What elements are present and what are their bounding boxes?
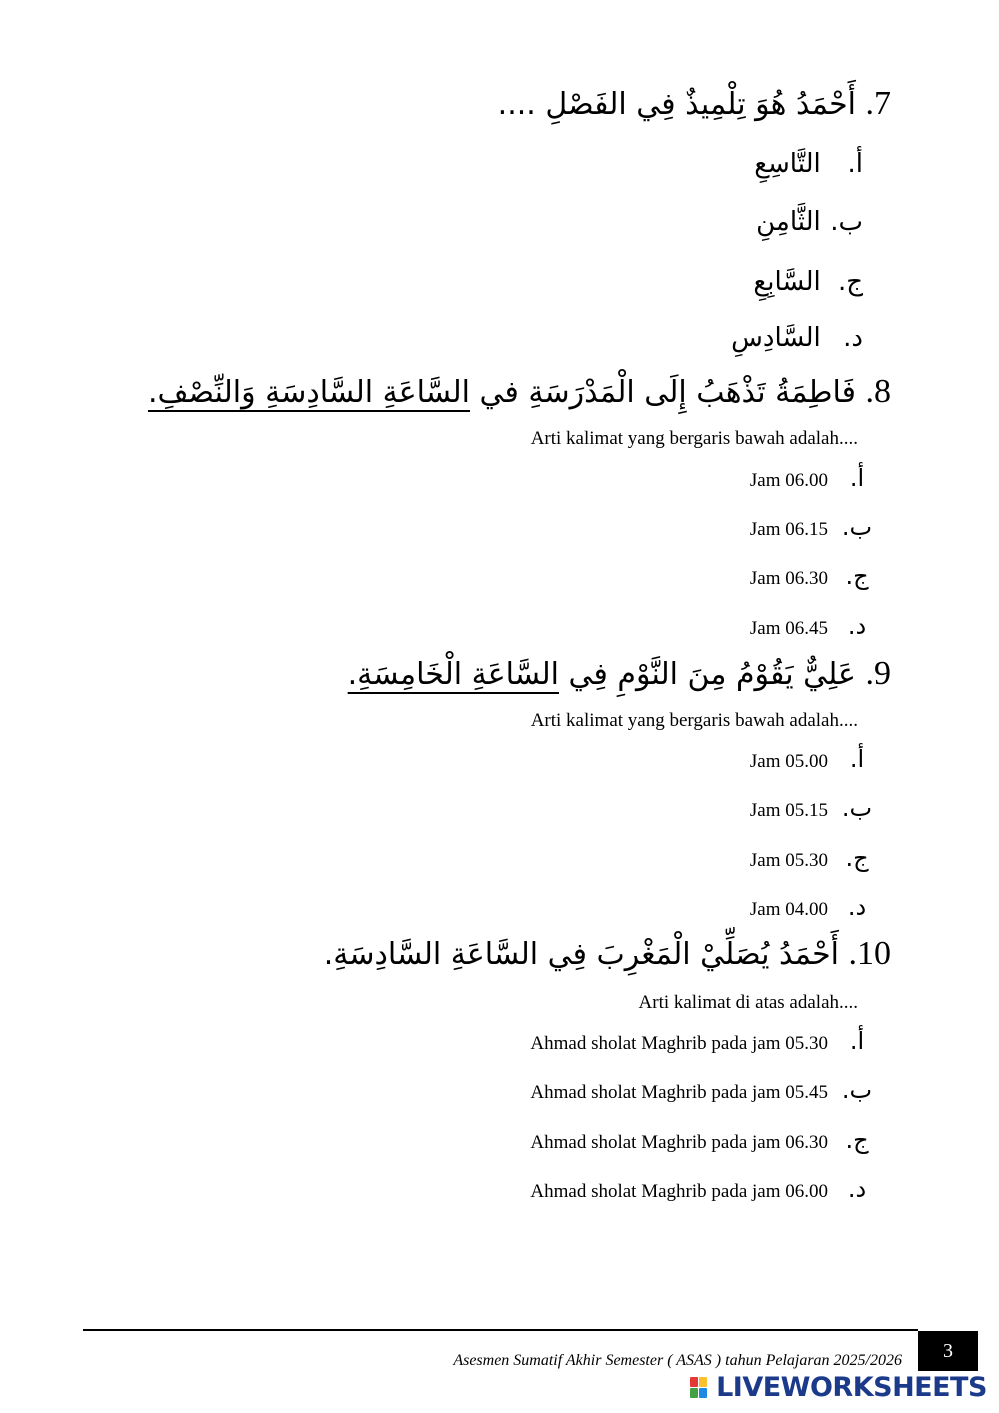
question-text: فَاطِمَةُ تَذْهَبُ إِلَى الْمَدْرَسَةِ في bbox=[470, 375, 856, 410]
option-text: Jam 06.45 bbox=[749, 618, 828, 639]
q7-option-a[interactable] bbox=[754, 144, 863, 184]
q8-option-c[interactable] bbox=[749, 562, 869, 590]
liveworksheets-logo-icon bbox=[690, 1377, 708, 1399]
option-text: Ahmad sholat Maghrib pada jam 05.45 bbox=[530, 1082, 828, 1103]
question-text: أَحْمَدُ هُوَ تِلْمِيذٌ فِي الفَصْلِ .... bbox=[497, 87, 856, 122]
option-text: التَّاسِعِ bbox=[754, 149, 821, 179]
q7-option-b[interactable] bbox=[756, 202, 863, 242]
option-text: Jam 05.00 bbox=[749, 751, 828, 772]
option-text: Jam 06.15 bbox=[749, 519, 828, 540]
option-letter: ب. bbox=[841, 1076, 873, 1104]
q10-option-b[interactable] bbox=[530, 1076, 873, 1104]
option-letter: أ. bbox=[849, 464, 865, 492]
underlined-phrase: السَّاعَةِ السَّادِسَةِ وَالنِّصْفِ. bbox=[147, 375, 470, 410]
option-text: Jam 06.00 bbox=[749, 470, 828, 491]
q7-option-c[interactable] bbox=[753, 262, 863, 302]
option-letter: د. bbox=[847, 893, 867, 921]
q9-instruction: Arti kalimat yang bergaris bawah adalah.... bbox=[530, 710, 858, 731]
q10-option-a[interactable] bbox=[530, 1027, 865, 1055]
page-number: 3 bbox=[943, 1340, 953, 1362]
question-number: 8. bbox=[865, 373, 891, 410]
option-letter: ج. bbox=[845, 844, 869, 872]
option-text: Jam 06.30 bbox=[749, 568, 828, 589]
option-letter: أ. bbox=[849, 1027, 865, 1055]
question-9 bbox=[348, 652, 891, 697]
footer-divider bbox=[83, 1329, 918, 1331]
option-text: Ahmad sholat Maghrib pada jam 05.30 bbox=[530, 1033, 828, 1054]
option-letter: ب. bbox=[830, 207, 863, 237]
q9-option-d[interactable] bbox=[749, 893, 867, 921]
option-text: الثَّامِنِ bbox=[756, 207, 821, 237]
question-8 bbox=[148, 370, 891, 415]
option-letter: ب. bbox=[841, 794, 873, 822]
option-text: Jam 04.00 bbox=[749, 899, 828, 920]
q9-option-a[interactable] bbox=[749, 745, 865, 773]
option-text: Jam 05.15 bbox=[749, 800, 828, 821]
q10-instruction: Arti kalimat di atas adalah.... bbox=[638, 992, 858, 1013]
option-text: Ahmad sholat Maghrib pada jam 06.30 bbox=[530, 1132, 828, 1153]
option-letter: ج. bbox=[845, 1126, 869, 1154]
option-text: Jam 05.30 bbox=[749, 850, 828, 871]
question-number: 7. bbox=[865, 85, 891, 122]
option-text: السَّادِسِ bbox=[731, 323, 821, 353]
brand-name: LIVEWORKSHEETS bbox=[716, 1372, 987, 1403]
question-10 bbox=[324, 932, 891, 977]
option-text: Ahmad sholat Maghrib pada jam 06.00 bbox=[530, 1181, 828, 1202]
question-7 bbox=[498, 82, 891, 127]
option-letter: د. bbox=[847, 612, 867, 640]
q8-option-a[interactable] bbox=[749, 464, 865, 492]
liveworksheets-brand[interactable] bbox=[690, 1372, 987, 1406]
q9-option-b[interactable] bbox=[749, 794, 873, 822]
q7-option-d[interactable] bbox=[731, 318, 863, 358]
option-letter: ج. bbox=[837, 267, 863, 297]
q10-option-c[interactable] bbox=[530, 1126, 869, 1154]
q9-option-c[interactable] bbox=[749, 844, 869, 872]
underlined-phrase: السَّاعَةِ الْخَامِسَةِ. bbox=[347, 657, 559, 692]
q8-option-d[interactable] bbox=[749, 612, 867, 640]
q10-option-d[interactable] bbox=[530, 1175, 867, 1203]
q8-option-b[interactable] bbox=[749, 513, 873, 541]
option-letter: ج. bbox=[845, 562, 869, 590]
option-letter: ب. bbox=[841, 513, 873, 541]
option-letter: أ. bbox=[849, 745, 865, 773]
question-text: أَحْمَدُ يُصَلِّيْ الْمَغْرِبَ فِي السَّاعَةِ السَّادِسَةِ. bbox=[323, 937, 839, 972]
question-number: 9. bbox=[865, 655, 891, 692]
footer-text: Asesmen Sumatif Akhir Semester ( ASAS ) tahun Pelajaran 2025/2026 bbox=[453, 1352, 902, 1369]
question-text: عَلِيٌّ يَقُوْمُ مِنَ النَّوْمِ فِي bbox=[558, 657, 856, 692]
option-text: السَّابِعِ bbox=[753, 267, 821, 297]
option-letter: د. bbox=[843, 323, 863, 353]
q8-instruction: Arti kalimat yang bergaris bawah adalah.... bbox=[530, 428, 858, 449]
page-number-box bbox=[918, 1331, 978, 1371]
question-number: 10. bbox=[848, 935, 891, 972]
option-letter: د. bbox=[847, 1175, 867, 1203]
option-letter: أ. bbox=[847, 149, 863, 179]
